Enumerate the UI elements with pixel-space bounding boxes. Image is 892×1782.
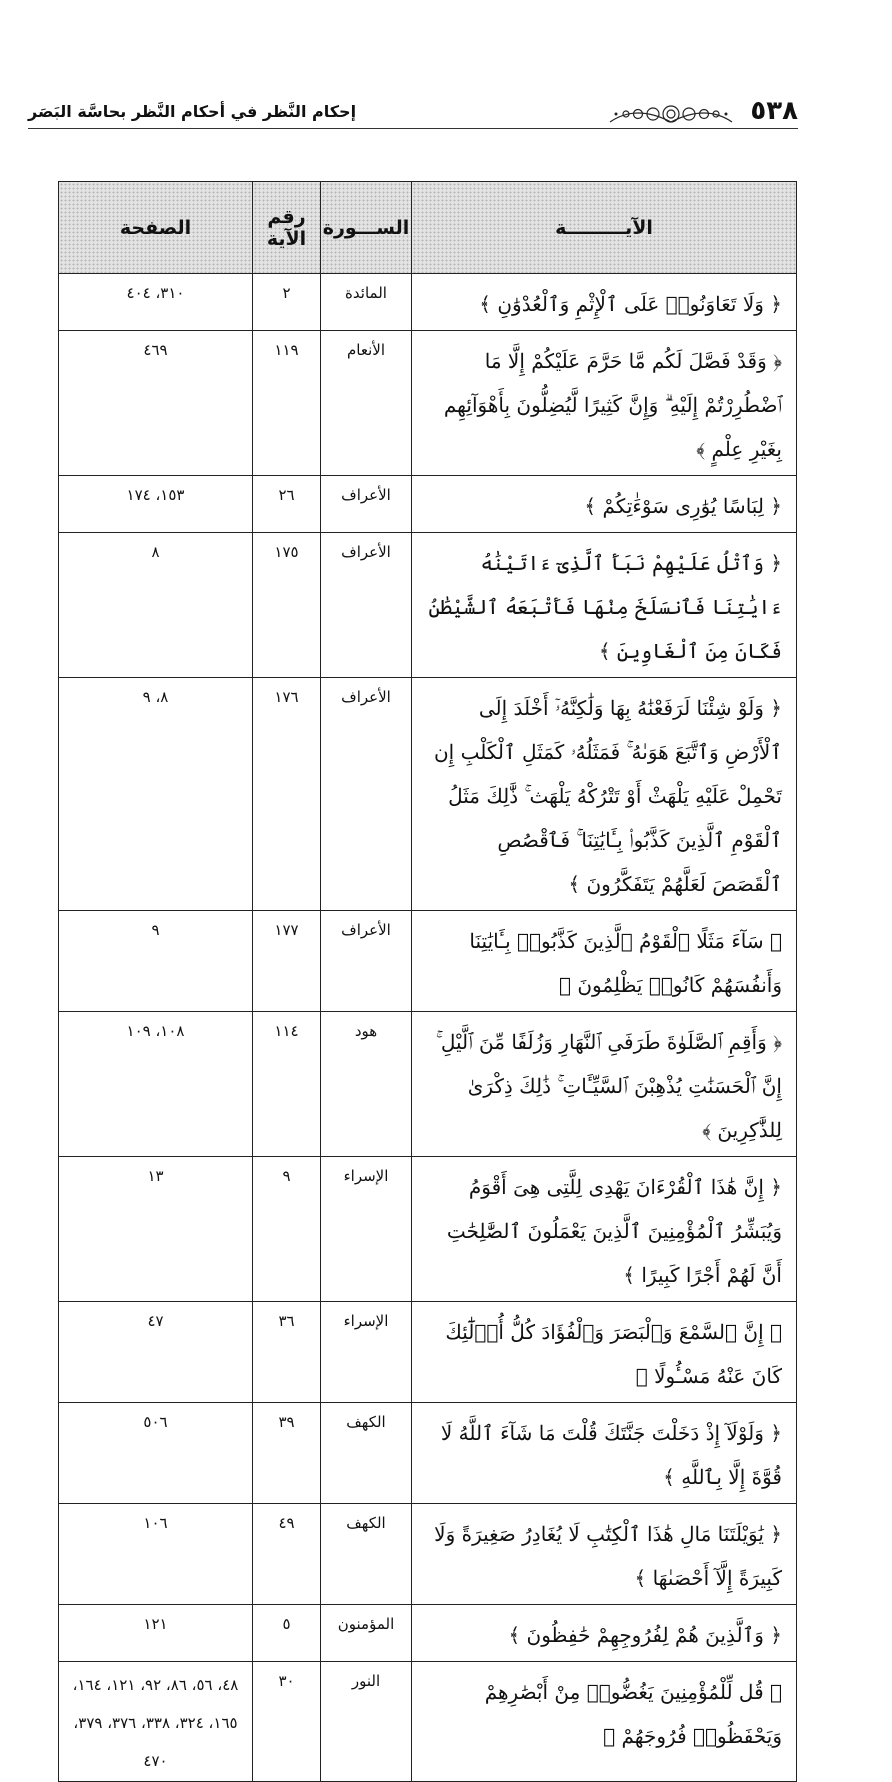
- verse-cell: ﴿ وَٱتْلُ عَلَيْهِمْ نَبَأَ ٱلَّذِىٓ ءَاتَيْنَٰهُ ءَايَٰتِنَا فَٱنسَلَخَ مِنْهَا فَأَتْبَعَهُ ٱلشَّيْطَٰنُ فَكَانَ مِنَ ٱلْغَاوِينَ ﴾: [412, 533, 797, 678]
- surah-cell: المؤمنون: [321, 1605, 412, 1662]
- verse-cell: ﴿ وَقَدْ فَصَّلَ لَكُم مَّا حَرَّمَ عَلَيْكُمْ إِلَّا مَا ٱضْطُرِرْتُمْ إِلَيْهِ ۗ وَإِنَّ كَثِيرًا لَّيُضِلُّونَ بِأَهْوَآئِهِم بِغَيْرِ عِلْمٍ ﴾: [412, 331, 797, 476]
- surah-cell: الإسراء: [321, 1157, 412, 1302]
- verse-cell: ﴿ لِبَاسًا يُوَٰرِى سَوْءَٰتِكُمْ ﴾: [412, 476, 797, 533]
- ayah-number-cell: ٩: [253, 1157, 321, 1302]
- surah-cell: الكهف: [321, 1403, 412, 1504]
- table-row: [59, 274, 797, 331]
- page-number: ٥٣٨: [750, 96, 798, 126]
- header-ayah-number: رقم الآية: [253, 182, 321, 274]
- ayah-number-cell: ١١٤: [253, 1012, 321, 1157]
- running-title: إحكام النَّظر في أحكام النَّظر بحاسَّة البَصَر: [28, 102, 357, 121]
- page-cell: ٩: [59, 911, 253, 1012]
- ayah-number-cell: ٢٦: [253, 476, 321, 533]
- page-cell: ٣١٠، ٤٠٤: [59, 274, 253, 331]
- table-row: [59, 1157, 797, 1302]
- surah-cell: النور: [321, 1662, 412, 1782]
- ayah-number-cell: ١٧٧: [253, 911, 321, 1012]
- table-row: [59, 1662, 797, 1782]
- ayah-number-cell: ١٧٦: [253, 678, 321, 911]
- page-cell: ١٣: [59, 1157, 253, 1302]
- verse-cell: ﴿ قُل لِّلْمُؤْمِنِينَ يَغُضُّوا۟ مِنْ أَبْصَٰرِهِمْ وَيَحْفَظُوا۟ فُرُوجَهُمْ ﴾: [412, 1662, 797, 1782]
- table-row: [59, 476, 797, 533]
- table-row: [59, 1504, 797, 1605]
- verse-cell: ﴿ وَٱلَّذِينَ هُمْ لِفُرُوجِهِمْ حَٰفِظُونَ ﴾: [412, 1605, 797, 1662]
- surah-cell: الأعراف: [321, 533, 412, 678]
- table-row: [59, 911, 797, 1012]
- surah-cell: هود: [321, 1012, 412, 1157]
- table-row: [59, 1012, 797, 1157]
- ornament-icon: [606, 102, 736, 126]
- header-surah: الســـورة: [321, 182, 412, 274]
- page-cell: ١٢١: [59, 1605, 253, 1662]
- page-cell: ١٠٦: [59, 1504, 253, 1605]
- surah-cell: الأعراف: [321, 476, 412, 533]
- table-row: [59, 1302, 797, 1403]
- header-divider: [28, 128, 798, 129]
- ayah-number-cell: ٥: [253, 1605, 321, 1662]
- ayah-number-cell: ٤٩: [253, 1504, 321, 1605]
- ayah-number-cell: ١١٩: [253, 331, 321, 476]
- surah-cell: الأعراف: [321, 678, 412, 911]
- verse-cell: ﴿ وَلَوْلَآ إِذْ دَخَلْتَ جَنَّتَكَ قُلْتَ مَا شَآءَ ٱللَّهُ لَا قُوَّةَ إِلَّا بِٱللَّهِ ﴾: [412, 1403, 797, 1504]
- page-cell: ٤٧: [59, 1302, 253, 1403]
- verse-index-table: [58, 181, 797, 1782]
- verse-cell: ﴿ إِنَّ هَٰذَا ٱلْقُرْءَانَ يَهْدِى لِلَّتِى هِىَ أَقْوَمُ وَيُبَشِّرُ ٱلْمُؤْمِنِينَ ٱلَّذِينَ يَعْمَلُونَ ٱلصَّٰلِحَٰتِ أَنَّ لَهُمْ أَجْرًا كَبِيرًا ﴾: [412, 1157, 797, 1302]
- table-row: [59, 1403, 797, 1504]
- surah-cell: الكهف: [321, 1504, 412, 1605]
- ayah-number-cell: ٣٦: [253, 1302, 321, 1403]
- verse-cell: ﴿ وَلَوْ شِئْنَا لَرَفَعْنَٰهُ بِهَا وَلَٰكِنَّهُۥٓ أَخْلَدَ إِلَى ٱلْأَرْضِ وَٱتَّبَعَ هَوَىٰهُ ۚ فَمَثَلُهُۥ كَمَثَلِ ٱلْكَلْبِ إِن تَحْمِلْ عَلَيْهِ يَلْهَثْ أَوْ تَتْرُكْهُ يَلْهَث ۚ ذَّٰلِكَ مَثَلُ ٱلْقَوْمِ ٱلَّذِينَ كَذَّبُوا۟ بِـَٔايَٰتِنَا ۚ فَٱقْصُصِ ٱلْقَصَصَ لَعَلَّهُمْ يَتَفَكَّرُونَ ﴾: [412, 678, 797, 911]
- page-cell: ٨، ٩: [59, 678, 253, 911]
- header-verse: الآيـــــــــة: [412, 182, 797, 274]
- page-header: [28, 96, 798, 136]
- surah-cell: الإسراء: [321, 1302, 412, 1403]
- page-cell: ٤٨، ٥٦، ٨٦، ٩٢، ١٢١، ١٦٤، ١٦٥، ٣٢٤، ٣٣٨، ٣٧٦، ٣٧٩، ٤٧٠: [59, 1662, 253, 1782]
- header-page: الصفحة: [59, 182, 253, 274]
- table-row: [59, 678, 797, 911]
- page-cell: ٨: [59, 533, 253, 678]
- verse-cell: ﴿ سَآءَ مَثَلًا ٱلْقَوْمُ ٱلَّذِينَ كَذَّبُوا۟ بِـَٔايَٰتِنَا وَأَنفُسَهُمْ كَانُوا۟ يَظْلِمُونَ ﴾: [412, 911, 797, 1012]
- page-cell: ١٠٨، ١٠٩: [59, 1012, 253, 1157]
- table-row: [59, 1605, 797, 1662]
- ayah-number-cell: ١٧٥: [253, 533, 321, 678]
- surah-cell: الأعراف: [321, 911, 412, 1012]
- verse-cell: ﴿ وَلَا تَعَاوَنُوا۟ عَلَى ٱلْإِثْمِ وَٱلْعُدْوَٰنِ ﴾: [412, 274, 797, 331]
- page-cell: ١٥٣، ١٧٤: [59, 476, 253, 533]
- page-cell: ٥٠٦: [59, 1403, 253, 1504]
- surah-cell: المائدة: [321, 274, 412, 331]
- table-row: [59, 331, 797, 476]
- verse-cell: ﴿ وَأَقِمِ ٱلصَّلَوٰةَ طَرَفَىِ ٱلنَّهَارِ وَزُلَفًا مِّنَ ٱلَّيْلِ ۚ إِنَّ ٱلْحَسَنَٰتِ يُذْهِبْنَ ٱلسَّيِّـَٔاتِ ۚ ذَٰلِكَ ذِكْرَىٰ لِلذَّٰكِرِينَ ﴾: [412, 1012, 797, 1157]
- table-row: [59, 533, 797, 678]
- table-header-row: [59, 182, 797, 274]
- surah-cell: الأنعام: [321, 331, 412, 476]
- ayah-number-cell: ٢: [253, 274, 321, 331]
- verse-cell: ﴿ إِنَّ ٱلسَّمْعَ وَٱلْبَصَرَ وَٱلْفُؤَادَ كُلُّ أُو۟لَٰٓئِكَ كَانَ عَنْهُ مَسْـُٔولًا ﴾: [412, 1302, 797, 1403]
- page-cell: ٤٦٩: [59, 331, 253, 476]
- ayah-number-cell: ٣٠: [253, 1662, 321, 1782]
- ayah-number-cell: ٣٩: [253, 1403, 321, 1504]
- verse-cell: ﴿ يَٰوَيْلَتَنَا مَالِ هَٰذَا ٱلْكِتَٰبِ لَا يُغَادِرُ صَغِيرَةً وَلَا كَبِيرَةً إِلَّآ أَحْصَىٰهَا ﴾: [412, 1504, 797, 1605]
